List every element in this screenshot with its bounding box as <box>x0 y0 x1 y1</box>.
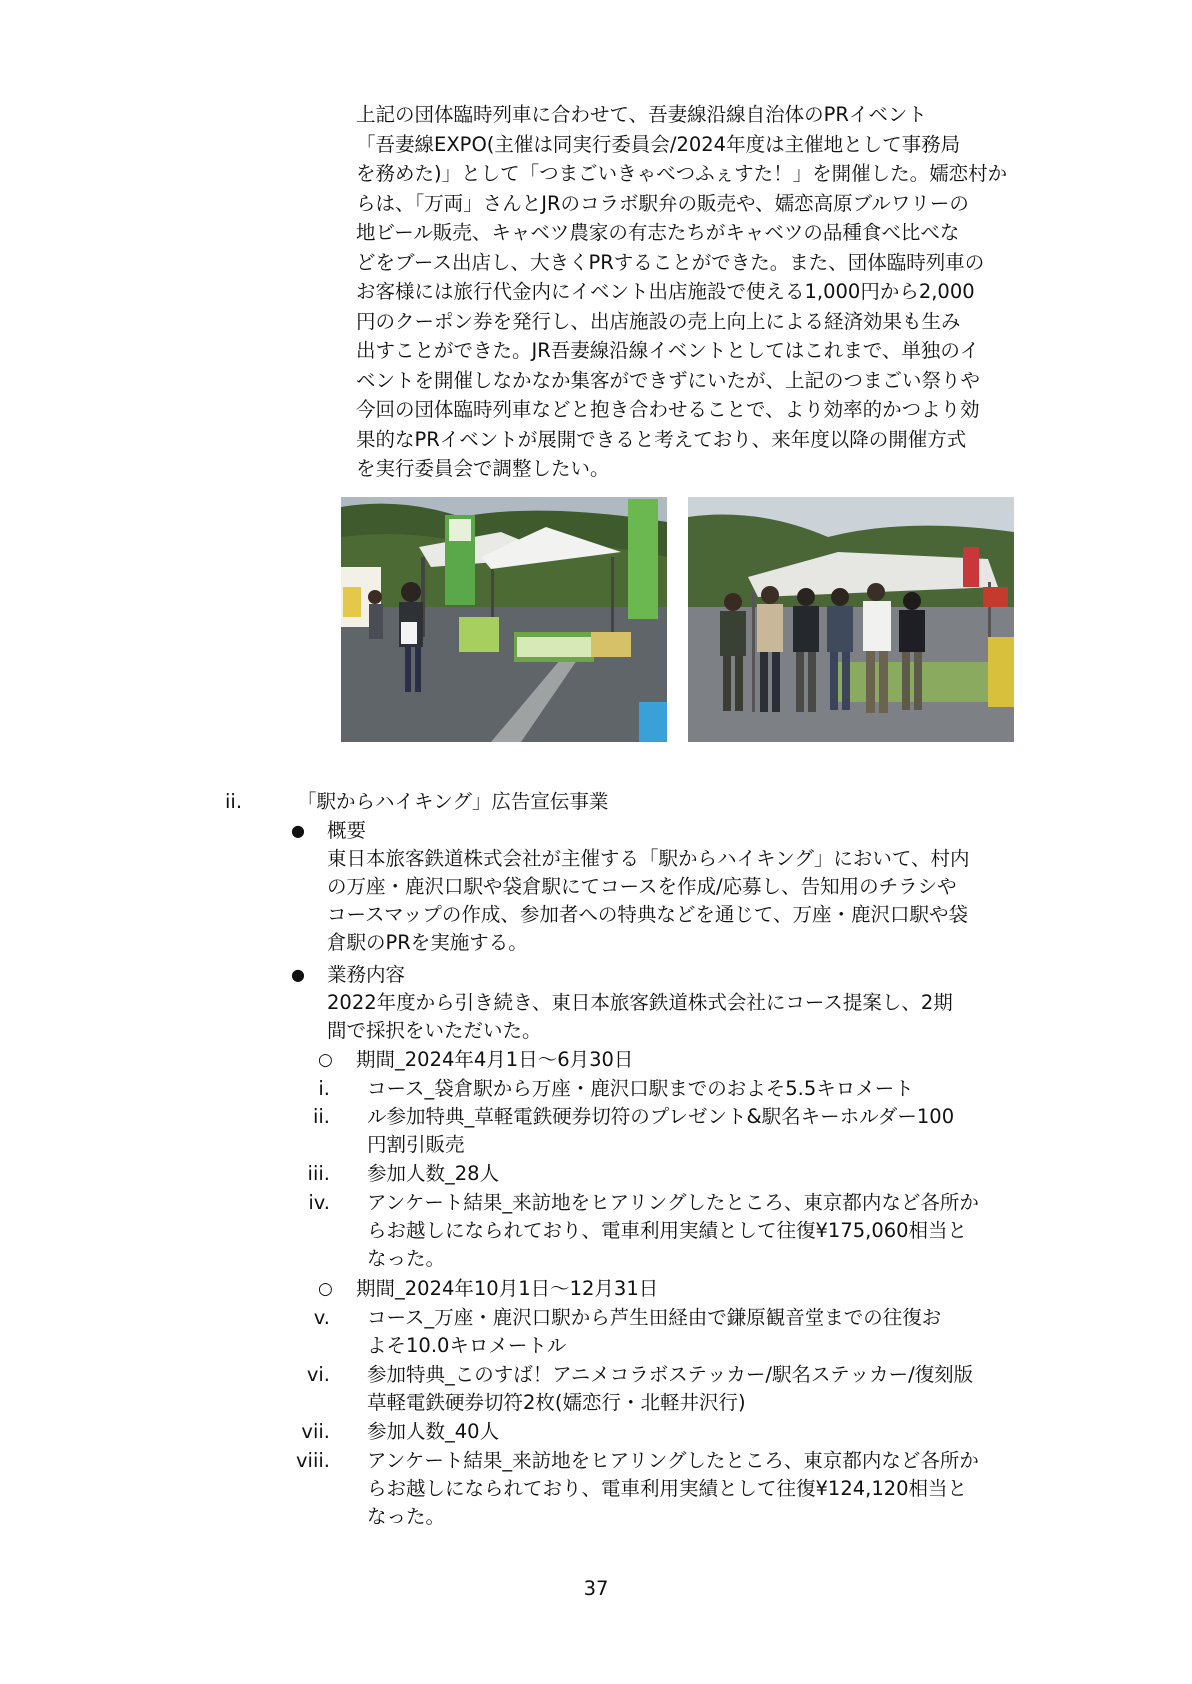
item-line: らお越しになられており、電車利用実績として往復¥124,120相当と <box>367 1477 968 1500</box>
section-title: 「駅からハイキング」広告宣伝事業 <box>297 790 609 813</box>
item-line: よそ10.0キロメートル <box>367 1334 567 1357</box>
intro-line: 地ビール販売、キャベツ農家の有志たちがキャベツの品種食べ比べな <box>356 221 960 244</box>
item-line: なった。 <box>367 1247 446 1270</box>
overview-bullet: ● <box>291 821 305 840</box>
item-line: ル参加特典_草軽電鉄硬券切符のプレゼント&駅名キーホルダー100 <box>367 1105 955 1128</box>
item-line: コース_袋倉駅から万座・鹿沢口駅までのおよそ5.5キロメート <box>367 1077 914 1100</box>
intro-line: お客様には旅行代金内にイベント出店施設で使える1,000円から2,000 <box>356 280 975 303</box>
intro-line: ベントを開催しなかなか集客ができずにいたが、上記のつまごい祭りや <box>356 368 981 392</box>
item-marker: iv. <box>308 1191 330 1214</box>
item-marker: i. <box>318 1077 330 1100</box>
overview-line: 倉駅のPRを実施する。 <box>327 931 528 954</box>
item-line: アンケート結果_来訪地をヒアリングしたところ、東京都内など各所か <box>367 1191 979 1214</box>
item-marker: vi. <box>306 1363 330 1386</box>
overview-body <box>327 845 1017 957</box>
item-marker: viii. <box>296 1449 330 1472</box>
item-line: らお越しになられており、電車利用実績として往復¥175,060相当と <box>367 1219 968 1242</box>
item-line: アンケート結果_来訪地をヒアリングしたところ、東京都内など各所か <box>367 1449 979 1472</box>
intro-line: を実行委員会で調整したい。 <box>356 457 610 480</box>
intro-line: を務めた)」として「つまごいきゃべつふぇすた！」を開催した。嬬恋村か <box>356 162 1008 185</box>
intro-line: らは、「万両」さんとJRのコラボ駅弁の販売や、嬬恋高原ブルワリーの <box>356 191 969 215</box>
event-booth-photo <box>341 497 667 742</box>
work-bullet: ● <box>291 965 305 984</box>
period-1-text: 期間_2024年4月1日～6月30日 <box>356 1048 634 1071</box>
event-booth-photo-image <box>341 497 667 742</box>
work-line: 2022年度から引き続き、東日本旅客鉄道株式会社にコース提案し、2期 <box>327 991 953 1014</box>
overview-line: コースマップの作成、参加者への特典などを通じて、万座・鹿沢口駅や袋 <box>327 903 968 926</box>
item-line: なった。 <box>367 1505 446 1528</box>
intro-line: どをブース出店し、大きくPRすることができた。また、団体臨時列車の <box>356 250 985 274</box>
intro-line: 円のクーポン券を発行し、出店施設の売上向上による経済効果も生み <box>356 309 961 333</box>
intro-line: 「吾妻線EXPO(主催は同実行委員会/2024年度は主催地として事務局 <box>356 132 961 156</box>
work-heading: 業務内容 <box>327 963 406 986</box>
item-marker: vii. <box>301 1420 330 1443</box>
period-2-marker: ○ <box>318 1279 333 1299</box>
overview-line: の万座・鹿沢口駅や袋倉駅にてコースを作成/応募し、告知用のチラシや <box>327 875 957 898</box>
period-1-marker: ○ <box>318 1050 333 1070</box>
group-photo-image <box>688 497 1014 742</box>
item-line: 参加特典_このすば！アニメコラボステッカー/駅名ステッカー/復刻版 <box>367 1363 974 1386</box>
intro-line: 今回の団体臨時列車などと抱き合わせることで、より効率的かつより効 <box>356 398 980 421</box>
intro-line: 出すことができた。JR吾妻線沿線イベントとしてはこれまで、単独のイ <box>356 339 980 362</box>
period-2-text: 期間_2024年10月1日～12月31日 <box>356 1277 659 1300</box>
intro-line: 上記の団体臨時列車に合わせて、吾妻線沿線自治体のPRイベント <box>356 103 927 126</box>
page-number: 37 <box>583 1577 609 1600</box>
item-line: 参加人数_40人 <box>367 1420 500 1443</box>
item-marker: v. <box>313 1306 330 1329</box>
section-marker: ii. <box>225 790 243 813</box>
overview-heading: 概要 <box>327 819 367 842</box>
work-body <box>327 989 1017 1045</box>
work-line: 間で採択をいただいた。 <box>327 1019 542 1042</box>
item-line: コース_万座・鹿沢口駅から芦生田経由で鎌原観音堂までの往復お <box>367 1306 942 1329</box>
intro-paragraph <box>356 100 1016 484</box>
item-line: 草軽電鉄硬券切符2枚(嬬恋行・北軽井沢行) <box>367 1391 746 1414</box>
group-photo <box>688 497 1014 742</box>
intro-line: 果的なPRイベントが展開できると考えており、来年度以降の開催方式 <box>356 427 967 451</box>
item-marker: ii. <box>312 1105 330 1128</box>
item-marker: iii. <box>307 1162 330 1185</box>
item-line: 円割引販売 <box>367 1133 465 1156</box>
item-line: 参加人数_28人 <box>367 1162 500 1185</box>
overview-line: 東日本旅客鉄道株式会社が主催する「駅からハイキング」において、村内 <box>327 847 970 870</box>
